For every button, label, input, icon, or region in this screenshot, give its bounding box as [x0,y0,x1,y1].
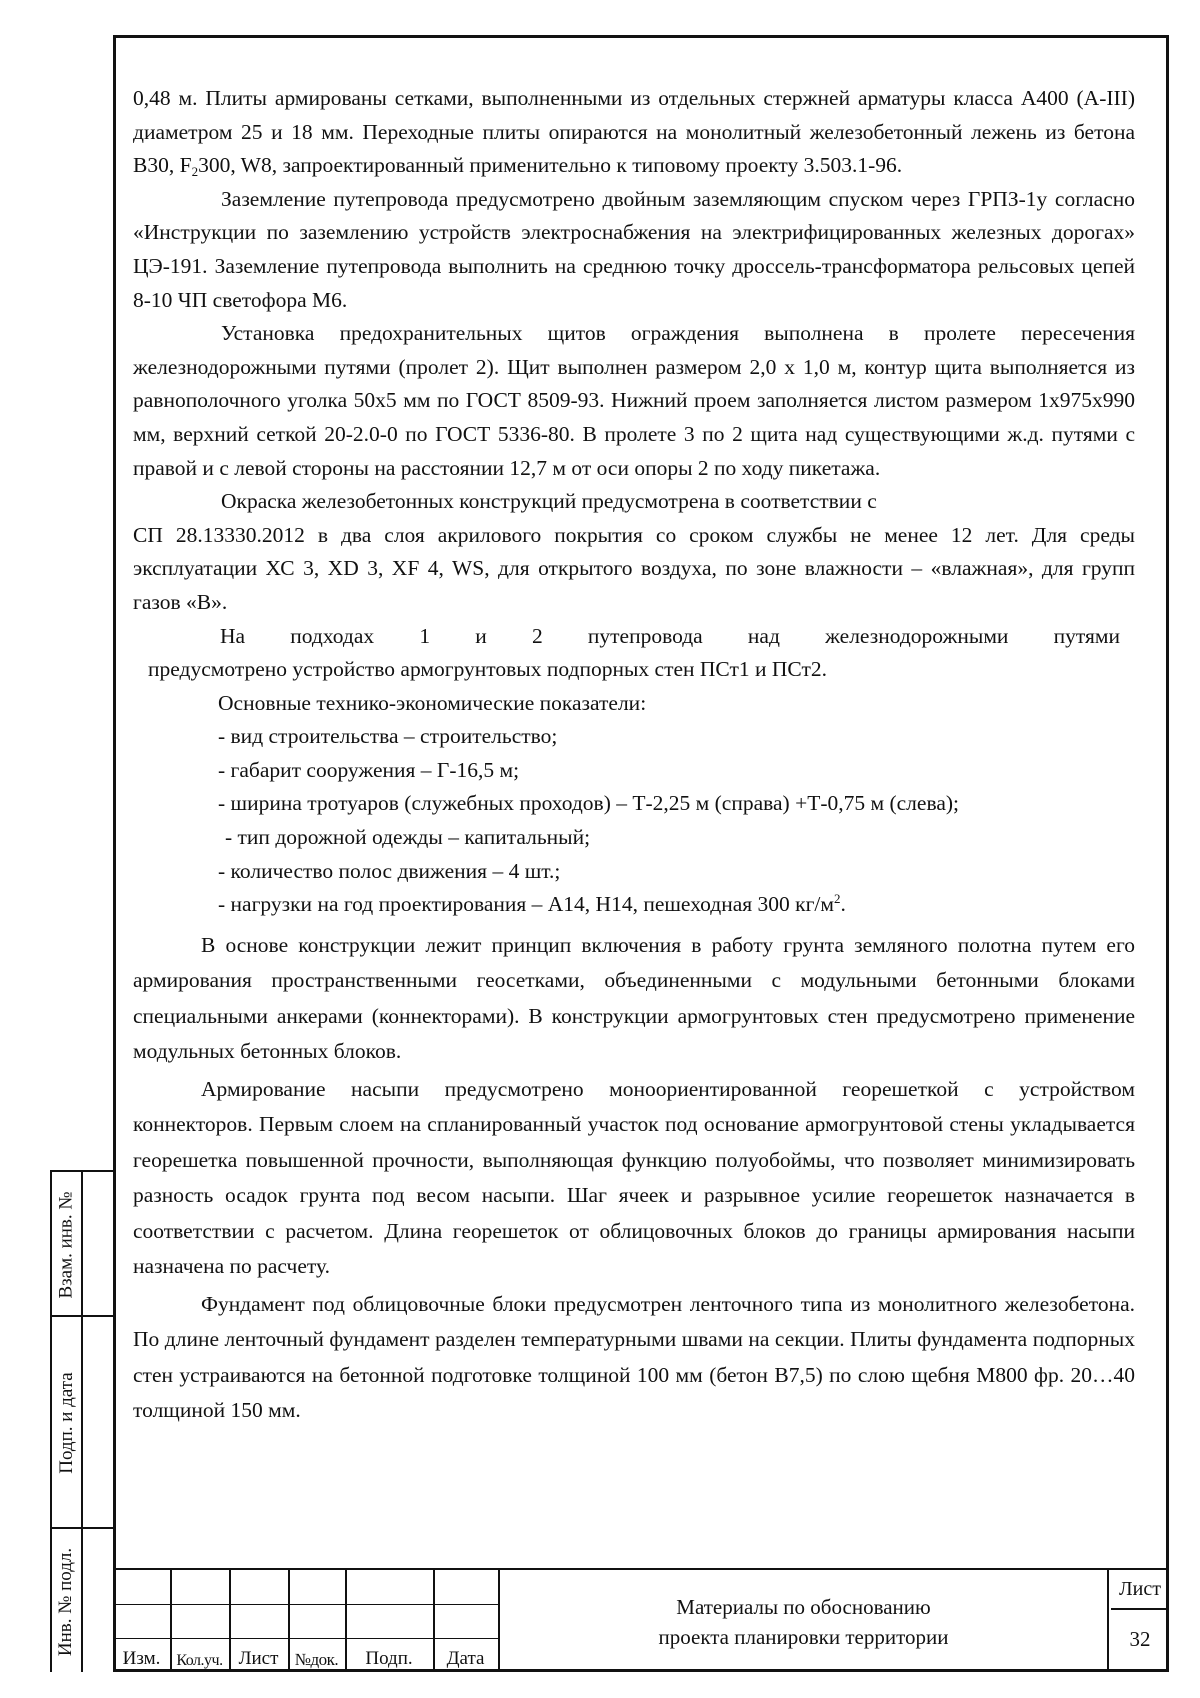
header-podp: Подп. [365,1648,413,1669]
paragraph-plates [133,82,1135,183]
paragraph-foundation: Фундамент под облицовочные блоки предусмотрен ленточного типа из монолитного железобетона. По длине ленточный фундамент разделен температурными швами на секции. Плиты фундамента подпорных стен устраиваются на бетонной подготовке толщиной 100 мм (бетон В7,5) по слою щебня М800 фр. 20…40 толщиной 150 мм. [133,1291,1135,1423]
paragraph-grounding: Заземление путепровода предусмотрено двойным заземляющим спуском через ГРПЗ-1у согласно «Инструкции по заземлению устройств электроснабжения на электрифицированных железных дорогах» ЦЭ-191. Заземление путепровода выполнить на среднюю точку дроссель-трансформатора рельсовых цепей 8-10 ЧП светофора М6. [133,186,1135,312]
side-label-podp [52,1317,81,1529]
header-data: Дата [446,1648,485,1669]
label-text: Подп. и дата [55,1372,77,1474]
list-item: - вид строительства – строительство; [218,724,558,749]
revision-grid [113,1570,498,1672]
paragraph-shields: Установка предохранительных щитов ограждения выполнена в пролете пересечения железнодорожными путями (пролет 2). Щит выполнен размером 2,0 х 1,0 м, контур щита выполняется из равнополочного уголка 50х5 мм по ГОСТ 8509-93. Нижний проем заполняется листом размером 1х975х990 мм, верхний сеткой 20-2.0-0 по ГОСТ 5336-80. В пролете 3 по 2 щита над существующими ж.д. путями с правой и с левой стороны на расстоянии 12,7 м от оси опоры 2 по ходу пикетажа. [133,321,1135,480]
text: - нагрузки на год проектирования – А14, Н14, пешеходная 300 кг/м [218,892,834,917]
title-line-1: Материалы по обоснованию [676,1595,931,1619]
list-item: - тип дорожной одежды – капитальный; [225,825,591,850]
title-block [113,1568,1169,1672]
text: 0,48 м. Плиты армированы сетками, выполненными из отдельных стержней арматуры класса А400 (А-III) диаметром 25 и 18 мм. Переходные плиты опираются на монолитный железобетонный лежень из бетона В30, F [133,86,1135,178]
side-label-inv [52,1529,81,1674]
text: . [840,892,846,917]
label-text: Инв. № подл. [55,1547,77,1656]
side-label-vzam [52,1172,81,1317]
title-line-2: проекта планировки территории [658,1625,949,1649]
list-item: - ширина тротуаров (служебных проходов) – Т-2,25 м (справа) +Т-0,75 м (слева); [218,791,959,816]
list-item: - габарит сооружения – Г-16,5 м; [218,757,520,782]
document-body [133,82,1135,1429]
sheet-label: Лист [1111,1570,1169,1610]
list-item [133,888,1135,922]
list-item: - количество полос движения – 4 шт.; [218,858,561,883]
header-list: Лист [238,1648,279,1669]
section-geogrid [133,928,1135,1429]
side-stamp [50,1170,113,1672]
header-izm: Изм. [122,1648,161,1669]
label-text: Взам. инв. № [55,1190,77,1299]
sheet-box [1111,1570,1169,1672]
text: 300, W8, запроектированный применительно к типовому проекту 3.503.1-96. [198,153,903,178]
superscript: 2 [833,891,841,907]
header-kol-uch: Кол.уч. [176,1652,223,1669]
paragraph-approaches-first-line: На подходах 1 и 2 путепровода над железнодорожными путями [220,623,1120,648]
paragraph-reinforcement: Армирование насыпи предусмотрено моноориентированной георешеткой с устройством коннекторов. Первым слоем на спланированный участок под основание армогрунтовой стены укладывается георешетка повышенной прочности, выполняющая функцию полуобоймы, что позволяет минимизировать разность осадок грунта под весом насыпи. Шаг ячеек и разрывное усилие георешеток назначается в соответствии с расчетом. Длина георешеток от облицовочных блоков до границы армирования насыпи назначена по расчету. [133,1076,1135,1279]
sheet-number: 32 [1129,1627,1151,1651]
paragraph-approaches-rest: предусмотрено устройство армогрунтовых подпорных стен ПСт1 и ПСт2. [148,657,827,682]
paragraph-painting: СП 28.13330.2012 в два слоя акрилового покрытия со сроком службы не менее 12 лет. Для среды эксплуатации ХС 3, ХD 3, XF 4, WS, для открытого воздуха, по зоне влажности – «влажная», для групп газов «В». [133,522,1135,614]
document-title [498,1570,1109,1672]
paragraph-painting-first-line: Окраска железобетонных конструкций предусмотрена в соответствии с [221,489,877,514]
header-ndok: №док. [294,1650,339,1669]
paragraph-construction-principle: В основе конструкции лежит принцип включения в работу грунта земляного полотна путем его армирования пространственными геосетками, объединенными с модульными бетонными блоками специальными анкерами (коннекторами). В конструкции армогрунтовых стен предусмотрено применение модульных бетонных блоков. [133,932,1135,1064]
indicators-intro: Основные технико-экономические показатели: [218,690,647,715]
subscript: 2 [191,164,199,180]
paragraph-approaches [133,620,1135,687]
